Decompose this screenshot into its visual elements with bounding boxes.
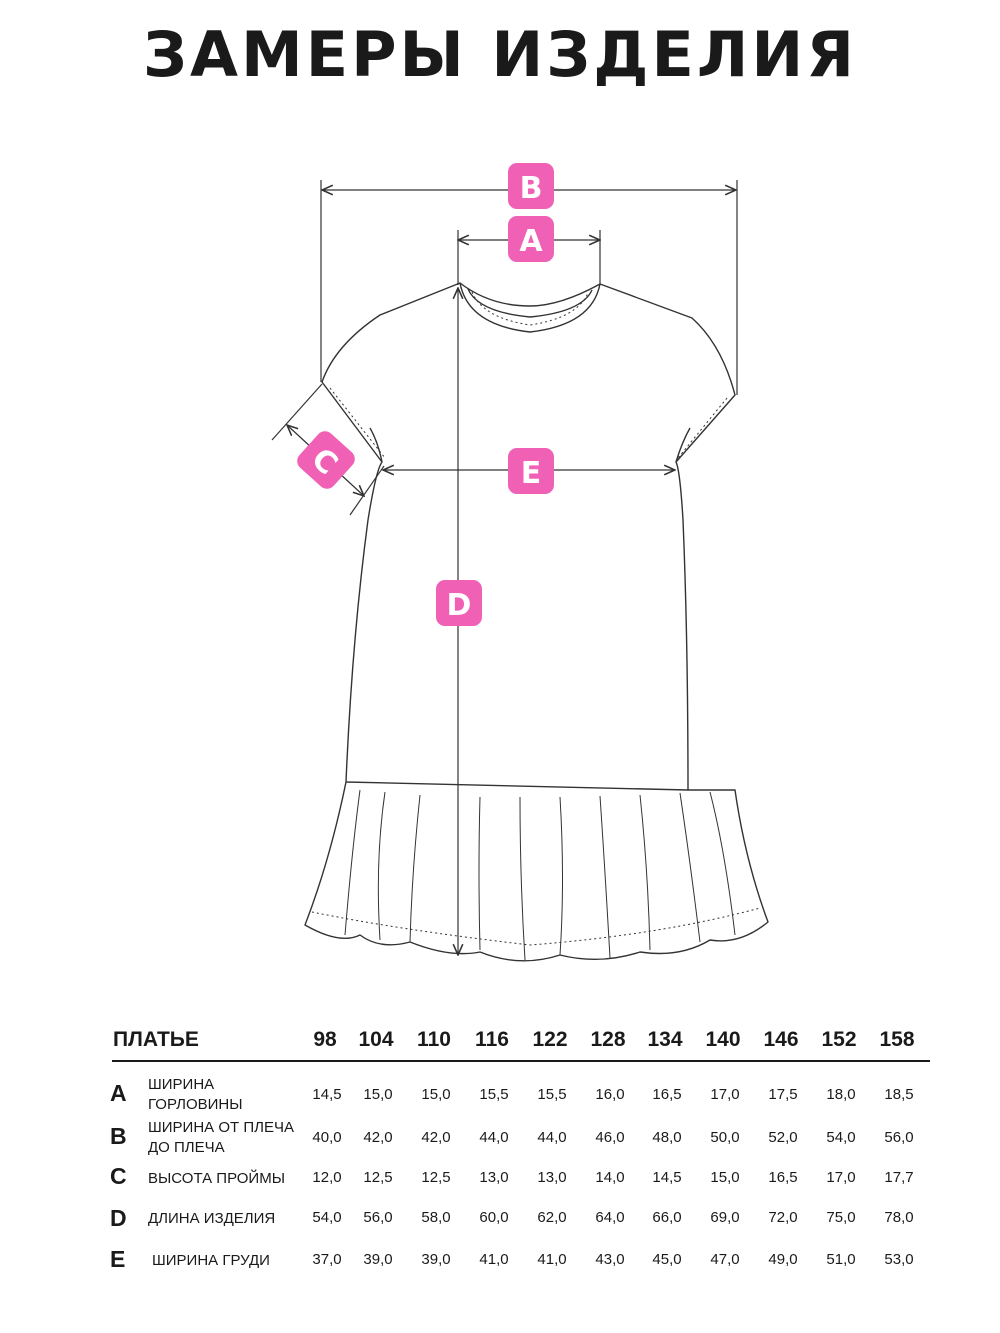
row-label-line: ГОРЛОВИНЫ [148, 1096, 243, 1113]
table-cell: 69,0 [710, 1209, 740, 1226]
size-header: 116 [475, 1028, 509, 1051]
table-cell: 49,0 [768, 1251, 798, 1268]
size-header: 158 [879, 1028, 915, 1051]
row-letter: C [110, 1163, 127, 1189]
row-label-line: ВЫСОТА ПРОЙМЫ [148, 1170, 285, 1187]
table-cell: 45,0 [652, 1251, 682, 1268]
table-cell: 62,0 [537, 1209, 567, 1226]
table-header-divider [112, 1060, 930, 1062]
table-cell: 39,0 [363, 1251, 393, 1268]
table-cell: 72,0 [768, 1209, 798, 1226]
table-cell: 54,0 [826, 1129, 856, 1146]
table-cell: 48,0 [652, 1129, 682, 1146]
row-label [148, 1118, 294, 1158]
row-label [148, 1075, 243, 1115]
table-cell: 16,0 [595, 1086, 625, 1103]
row-label [148, 1169, 285, 1189]
size-header: 152 [821, 1028, 857, 1051]
table-cell: 39,0 [421, 1251, 451, 1268]
row-letter: B [110, 1123, 127, 1149]
table-cell: 43,0 [595, 1251, 625, 1268]
table-cell: 44,0 [537, 1129, 567, 1146]
table-cell: 78,0 [884, 1209, 914, 1226]
table-cell: 12,5 [363, 1169, 393, 1186]
svg-text:D: D [446, 588, 472, 623]
row-letter: A [110, 1080, 127, 1106]
row-letter: D [110, 1205, 127, 1231]
table-cell: 42,0 [363, 1129, 393, 1146]
table-cell: 60,0 [479, 1209, 509, 1226]
table-cell: 58,0 [421, 1209, 451, 1226]
table-cell: 12,0 [312, 1169, 342, 1186]
table-cell: 17,0 [710, 1086, 740, 1103]
svg-text:C: C [304, 441, 345, 483]
table-cell: 12,5 [421, 1169, 451, 1186]
size-header: 140 [705, 1028, 741, 1051]
table-cell: 15,5 [479, 1086, 509, 1103]
table-cell: 15,5 [537, 1086, 567, 1103]
table-cell: 17,0 [826, 1169, 856, 1186]
size-header: 104 [358, 1028, 394, 1051]
svg-text:E: E [520, 456, 542, 491]
size-header: 98 [313, 1028, 337, 1051]
table-cell: 13,0 [479, 1169, 509, 1186]
row-label-line: ДО ПЛЕЧА [148, 1139, 225, 1156]
svg-text:A: A [519, 224, 543, 259]
table-cell: 46,0 [595, 1129, 625, 1146]
table-cell: 53,0 [884, 1251, 914, 1268]
table-cell: 15,0 [710, 1169, 740, 1186]
table-cell: 41,0 [479, 1251, 509, 1268]
table-cell: 44,0 [479, 1129, 509, 1146]
table-cell: 16,5 [768, 1169, 798, 1186]
table-cell: 51,0 [826, 1251, 856, 1268]
row-label-line: ШИРИНА ОТ ПЛЕЧА [148, 1119, 294, 1136]
table-cell: 17,5 [768, 1086, 798, 1103]
table-cell: 15,0 [421, 1086, 451, 1103]
table-cell: 47,0 [710, 1251, 740, 1268]
table-cell: 13,0 [537, 1169, 567, 1186]
row-label-line: ШИРИНА ГРУДИ [152, 1252, 270, 1269]
size-header: 122 [532, 1028, 568, 1051]
row-letter: E [110, 1246, 126, 1272]
table-cell: 56,0 [363, 1209, 393, 1226]
row-label-line: ШИРИНА [148, 1076, 215, 1093]
table-cell: 14,0 [595, 1169, 625, 1186]
table-cell: 18,0 [826, 1086, 856, 1103]
table-cell: 40,0 [312, 1129, 342, 1146]
dress-outline [305, 283, 768, 961]
size-header: 110 [417, 1028, 451, 1051]
table-cell: 50,0 [710, 1129, 740, 1146]
table-cell: 18,5 [884, 1086, 914, 1103]
badge-d [436, 580, 482, 626]
table-cell: 66,0 [652, 1209, 682, 1226]
badge-b [508, 163, 554, 209]
table-cell: 15,0 [363, 1086, 393, 1103]
table-cell: 14,5 [652, 1169, 682, 1186]
table-cell: 37,0 [312, 1251, 342, 1268]
table-cell: 54,0 [312, 1209, 342, 1226]
measurement-lines [272, 180, 737, 955]
page-title: ЗАМЕРЫ ИЗДЕЛИЯ [143, 18, 857, 91]
table-cell: 17,7 [884, 1169, 914, 1186]
size-header: 134 [647, 1028, 683, 1051]
size-header: 128 [590, 1028, 626, 1051]
table-cell: 64,0 [595, 1209, 625, 1226]
table-cell: 42,0 [421, 1129, 451, 1146]
row-label-line: ДЛИНА ИЗДЕЛИЯ [148, 1210, 276, 1227]
row-label [152, 1251, 270, 1271]
badge-e [508, 448, 554, 494]
svg-text:B: B [519, 171, 543, 206]
table-cell: 56,0 [884, 1129, 914, 1146]
badge-a [508, 216, 554, 262]
table-cell: 75,0 [826, 1209, 856, 1226]
size-header: 146 [763, 1028, 799, 1051]
table-cell: 16,5 [652, 1086, 682, 1103]
table-product-header: ПЛАТЬЕ [113, 1028, 199, 1051]
table-cell: 41,0 [537, 1251, 567, 1268]
row-label [148, 1209, 275, 1229]
table-cell: 52,0 [768, 1129, 798, 1146]
table-cell: 14,5 [312, 1086, 342, 1103]
